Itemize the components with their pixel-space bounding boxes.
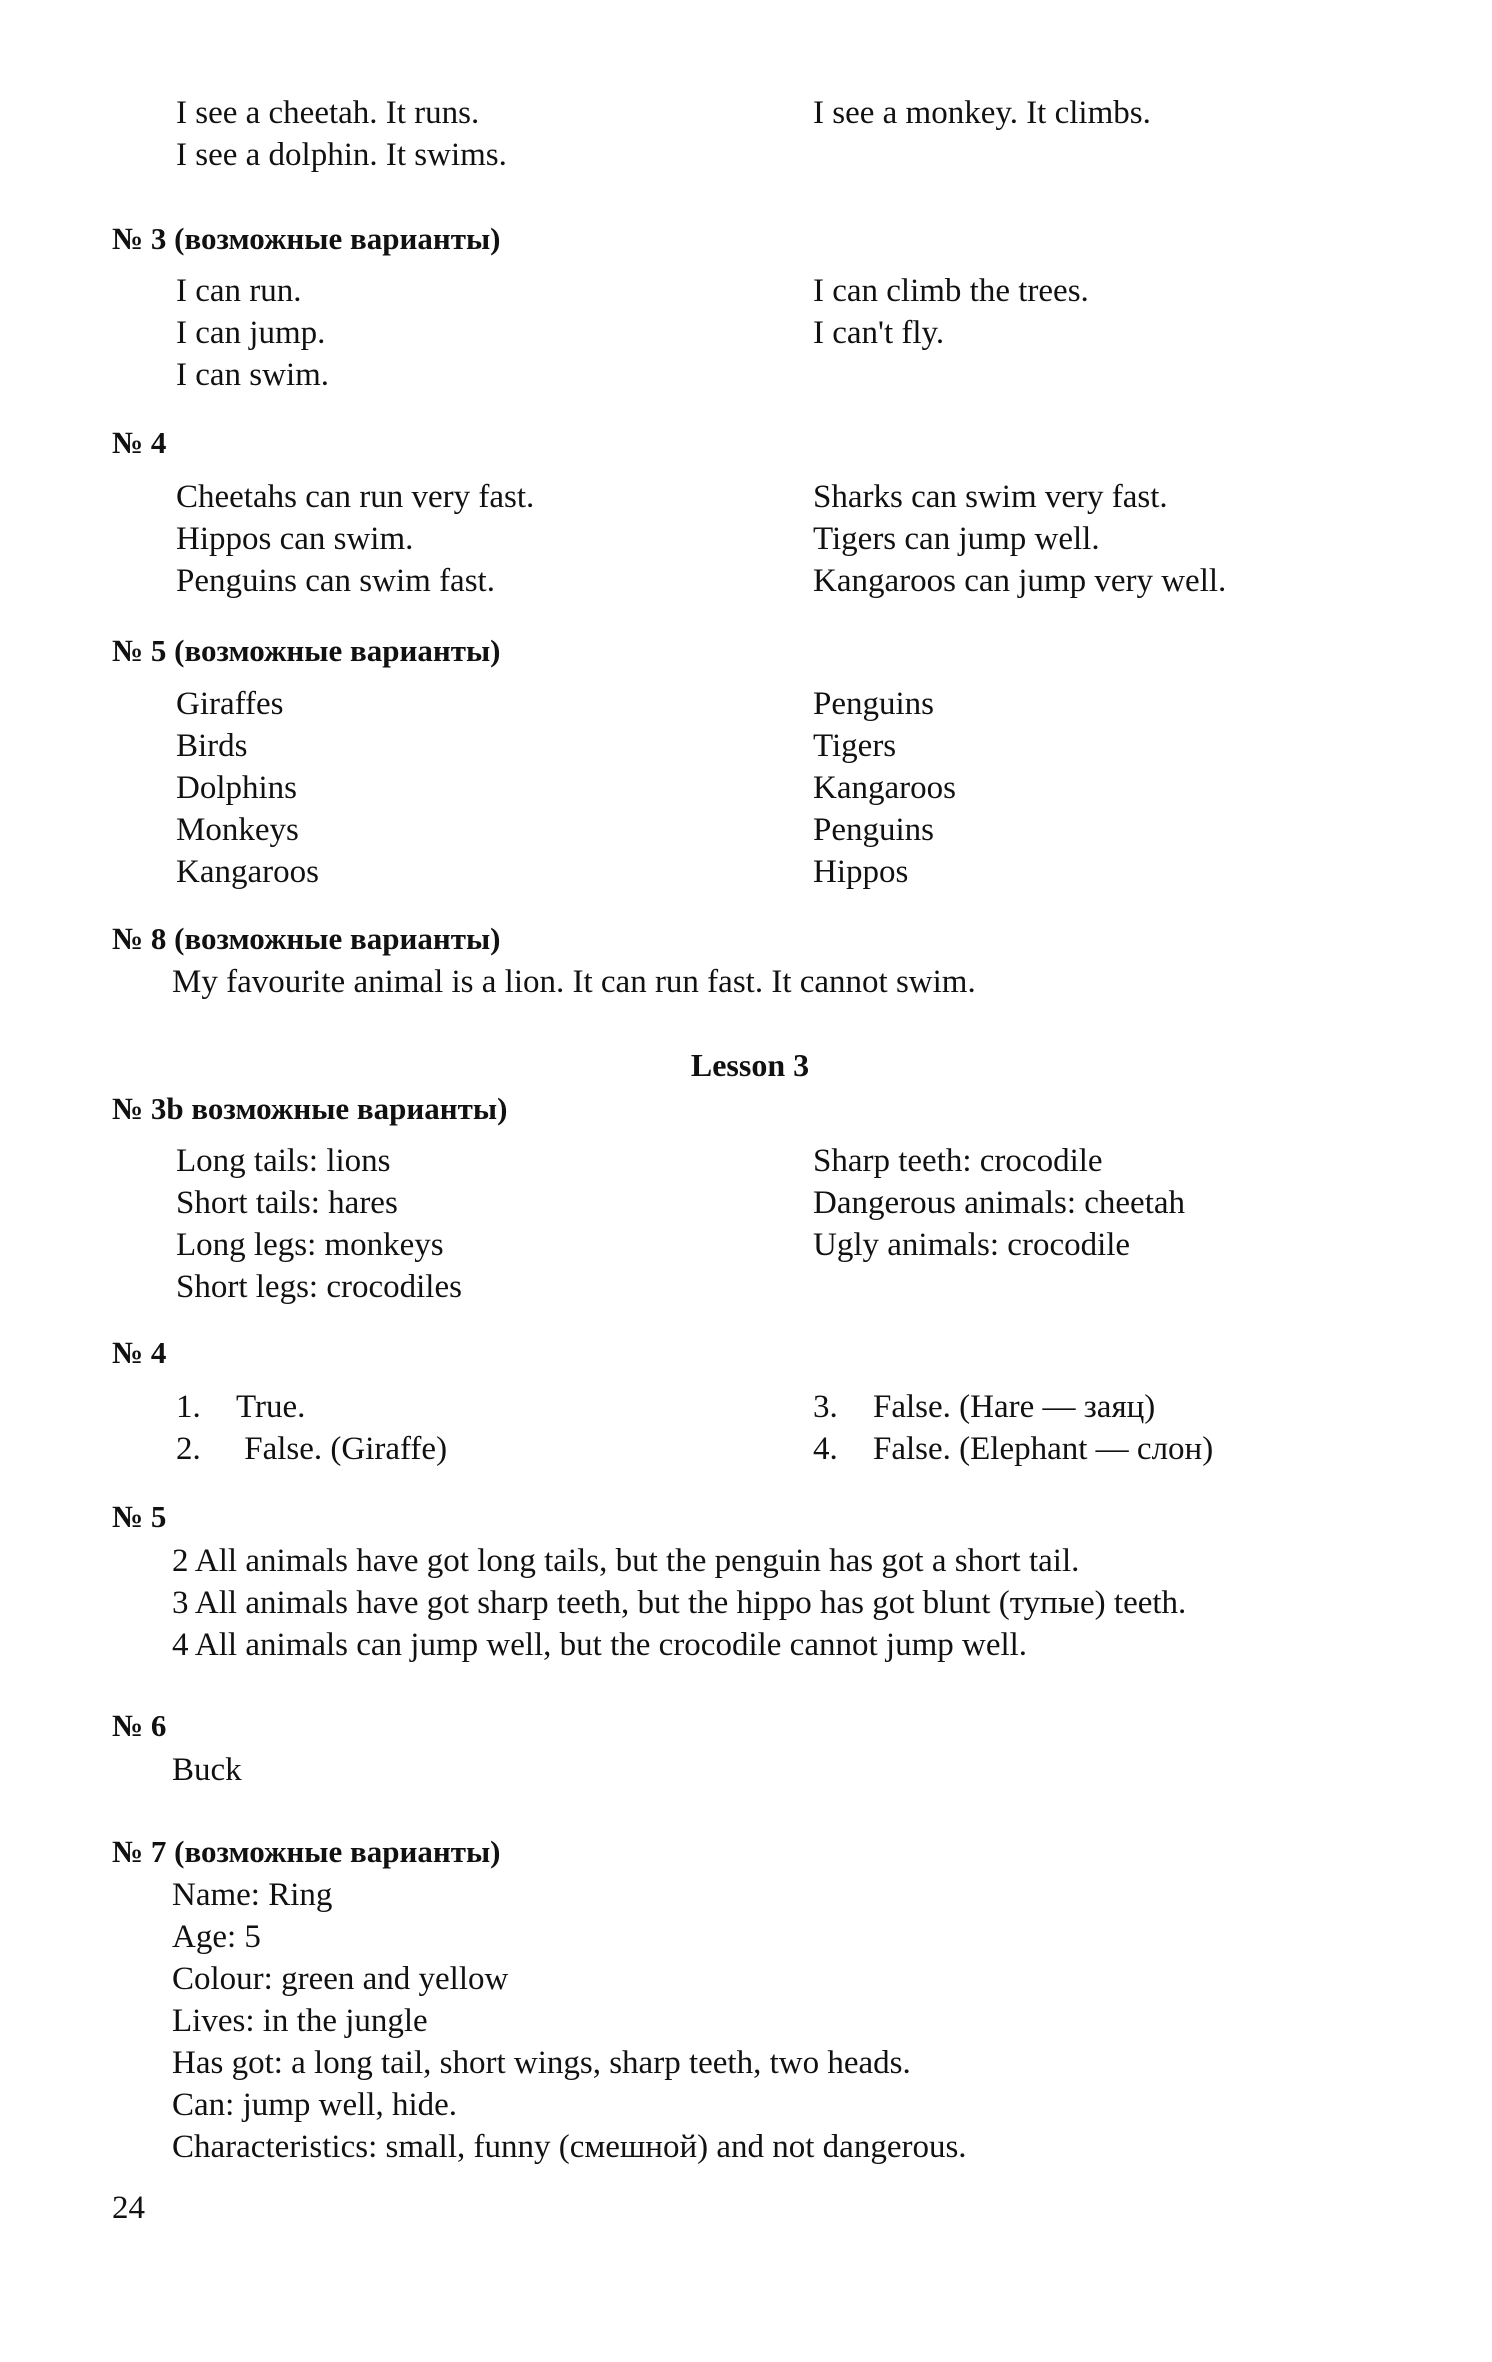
text-line: Penguins can swim fast. (176, 563, 495, 599)
text-line: Giraffes (176, 686, 284, 722)
text-line: Name: Ring (172, 1877, 333, 1913)
text-line: Tigers (813, 728, 897, 764)
lesson3-exercise-6-lines (172, 1749, 242, 1791)
text-line: 3 All animals have got sharp teeth, but the hippo has got blunt (тупые) teeth. (172, 1585, 1187, 1621)
intro-right (813, 92, 1151, 134)
text-line: Dolphins (176, 770, 298, 806)
text-line: Has got: a long tail, short wings, sharp teeth, two heads. (172, 2045, 911, 2081)
text-line: Long tails: lions (176, 1143, 391, 1179)
numbered-item (813, 1386, 1213, 1428)
exercise-8-heading: № 8 (возможные варианты) (112, 921, 501, 956)
text-line: 2 All animals have got long tails, but the penguin has got a short tail. (172, 1543, 1080, 1579)
text-line: Penguins (813, 686, 935, 722)
exercise-3-right (813, 270, 1089, 354)
text-line: Cheetahs can run very fast. (176, 479, 535, 515)
text-line: Characteristics: small, funny (смешной) and not dangerous. (172, 2129, 967, 2165)
exercise-8-text: My favourite animal is a lion. It can run fast. It cannot swim. (172, 964, 976, 1000)
text-line: Penguins (813, 812, 935, 848)
lesson-title: Lesson 3 (690, 1047, 810, 1083)
text-line: Kangaroos (176, 854, 319, 890)
text-line: Sharks can swim very fast. (813, 479, 1168, 515)
lesson3-exercise-3b-left (176, 1140, 462, 1308)
exercise-5-heading: № 5 (возможные варианты) (112, 633, 501, 668)
lesson3-exercise-6-heading: № 6 (112, 1708, 167, 1743)
text-line: Hippos can swim. (176, 521, 414, 557)
text-line: Short legs: crocodiles (176, 1269, 462, 1305)
text-line: Age: 5 (172, 1919, 261, 1955)
lesson3-exercise-5-lines (172, 1540, 1186, 1666)
text-line: Can: jump well, hide. (172, 2087, 458, 2123)
numbered-item (176, 1428, 447, 1470)
item-text: False. (Giraffe) (236, 1431, 448, 1467)
text-line: I can run. (176, 273, 302, 309)
text-line: I can climb the trees. (813, 273, 1089, 309)
text-line: Tigers can jump well. (813, 521, 1100, 557)
item-number: 4. (813, 1431, 838, 1467)
lesson3-exercise-7-heading: № 7 (возможные варианты) (112, 1834, 501, 1869)
exercise-5-right (813, 683, 956, 893)
text-line: I see a cheetah. It runs. (176, 95, 480, 131)
text-line: Monkeys (176, 812, 299, 848)
text-line: Birds (176, 728, 248, 764)
lesson3-exercise-4-right (813, 1386, 1213, 1470)
text-line: Lives: in the jungle (172, 2003, 428, 2039)
text-line: I see a dolphin. It swims. (176, 137, 507, 173)
text-line: Short tails: hares (176, 1185, 398, 1221)
lesson3-exercise-4-heading: № 4 (112, 1335, 167, 1370)
text-line: 4 All animals can jump well, but the crocodile cannot jump well. (172, 1627, 1028, 1663)
exercise-5-left (176, 683, 319, 893)
text-line: I can't fly. (813, 315, 945, 351)
numbered-item (176, 1386, 447, 1428)
text-line: I see a monkey. It climbs. (813, 95, 1151, 131)
intro-left (176, 92, 507, 176)
exercise-4-heading: № 4 (112, 425, 167, 460)
exercise-4-left (176, 476, 534, 602)
lesson3-exercise-7-lines (172, 1874, 967, 2168)
text-line: Hippos (813, 854, 909, 890)
exercise-3-heading: № 3 (возможные варианты) (112, 221, 501, 256)
text-line: Ugly animals: crocodile (813, 1227, 1131, 1263)
text-line: Sharp teeth: crocodile (813, 1143, 1103, 1179)
numbered-item (813, 1428, 1213, 1470)
item-text: False. (Elephant — слон) (873, 1431, 1214, 1467)
text-line: I can swim. (176, 357, 330, 393)
item-number: 1. (176, 1389, 201, 1425)
text-line: I can jump. (176, 315, 326, 351)
item-number: 2. (176, 1431, 201, 1467)
text-line: Colour: green and yellow (172, 1961, 509, 1997)
lesson3-exercise-4-left (176, 1386, 447, 1470)
item-text: False. (Hare — заяц) (873, 1389, 1156, 1425)
text-line: Kangaroos can jump very well. (813, 563, 1227, 599)
text-line: Long legs: monkeys (176, 1227, 444, 1263)
text-line: Kangaroos (813, 770, 956, 806)
item-number: 3. (813, 1389, 838, 1425)
lesson3-exercise-5-heading: № 5 (112, 1499, 167, 1534)
exercise-4-right (813, 476, 1226, 602)
exercise-3-left (176, 270, 329, 396)
lesson3-exercise-3b-heading: № 3b возможные варианты) (112, 1091, 508, 1126)
text-line: Dangerous animals: cheetah (813, 1185, 1186, 1221)
page-number: 24 (112, 2190, 145, 2226)
item-text: True. (236, 1389, 306, 1425)
text-line: Buck (172, 1752, 242, 1788)
lesson3-exercise-3b-right (813, 1140, 1185, 1266)
